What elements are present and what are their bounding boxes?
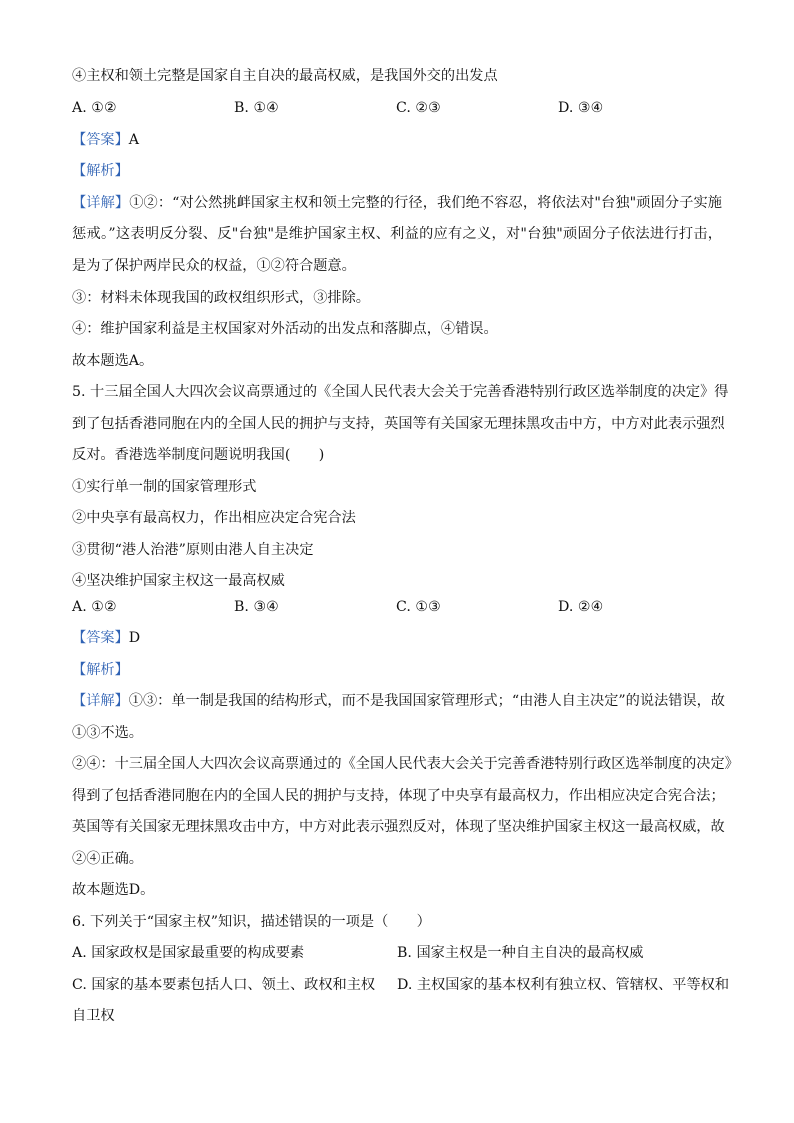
q5-analysis-label: 【解析】: [72, 662, 129, 678]
q4-statement-4: ④主权和领土完整是国家自主自决的最高权威，是我国外交的出发点: [72, 68, 498, 84]
q4-option-b: B. ①④: [234, 100, 279, 116]
detail-text: ①②：“对公然挑衅国家主权和领土完整的行径，我们绝不容忍，将依法对"台独"顽固分子实施: [129, 195, 722, 211]
q6-option-c: C. 国家的基本要素包括人口、领土、政权和主权: [72, 977, 376, 993]
q5-stem-line-2: 到了包括香港同胞在内的全国人民的拥护与支持，英国等有关国家无理抹黑攻击中方，中方对此表示强烈: [72, 416, 725, 432]
answer-value: A: [128, 132, 140, 148]
q5-option-a: A. ①②: [72, 599, 117, 615]
q4-detail-line-1: [72, 193, 722, 213]
q5-p24-line-2: 得到了包括香港同胞在内的全国人民的拥护与支持，体现了中央享有最高权力，作出相应决定合宪合法；: [72, 788, 725, 804]
q5-option-c: C. ①③: [396, 599, 441, 615]
answer-label: 【答案】: [72, 132, 129, 148]
q5-answer: [72, 628, 140, 648]
q6-option-d: D. 主权国家的基本权利有独立权、管辖权、平等权和: [397, 977, 730, 993]
q5-statement-2: ②中央享有最高权力，作出相应决定合宪合法: [72, 510, 356, 526]
q4-detail-line-2: 惩戒。”这表明反分裂、反"台独"是维护国家主权、利益的应有之义，对"台独"顽固分子依法进行打击，: [72, 226, 722, 242]
q6-option-d-continued: 自卫权: [72, 1008, 115, 1024]
q5-statement-4: ④坚决维护国家主权这一最高权威: [72, 573, 285, 589]
q5-detail-line-1: [72, 691, 725, 711]
q6-option-a: A. 国家政权是国家最重要的构成要素: [72, 945, 305, 961]
q4-analysis-label: 【解析】: [72, 163, 129, 179]
q4-conclusion: 故本题选A。: [72, 353, 154, 369]
q5-option-b: B. ③④: [234, 599, 279, 615]
q4-point-4: ④：维护国家利益是主权国家对外活动的出发点和落脚点，④错误。: [72, 321, 498, 337]
q5-stem-line-3: 反对。香港选举制度问题说明我国( ): [72, 447, 325, 463]
q5-p24-line-3: 英国等有关国家无理抹黑攻击中方，中方对此表示强烈反对，体现了坚决维护国家主权这一最高权威，故: [72, 819, 725, 835]
q4-answer: [72, 130, 139, 150]
q4-option-c: C. ②③: [396, 100, 441, 116]
answer-value: D: [128, 630, 141, 646]
q6-option-b: B. 国家主权是一种自主自决的最高权威: [397, 945, 644, 961]
q4-detail-line-3: 是为了保护两岸民众的权益，①②符合题意。: [72, 258, 356, 274]
q5-option-d: D. ②④: [558, 599, 604, 615]
q4-option-a: A. ①②: [72, 100, 117, 116]
q4-option-d: D. ③④: [558, 100, 604, 116]
q5-statement-3: ③贯彻“港人治港”原则由港人自主决定: [72, 542, 314, 558]
q5-statement-1: ①实行单一制的国家管理形式: [72, 479, 257, 495]
detail-text: ①③：单一制是我国的结构形式，而不是我国国家管理形式；“由港人自主决定”的说法错误，故: [128, 693, 725, 709]
detail-label: 【详解】: [72, 195, 130, 211]
q4-point-3: ③：材料未体现我国的政权组织形式，③排除。: [72, 290, 370, 306]
q5-conclusion: 故本题选D。: [72, 882, 155, 898]
detail-label: 【详解】: [72, 693, 129, 709]
q5-detail-line-2: ①③不选。: [72, 725, 143, 741]
answer-label: 【答案】: [72, 630, 129, 646]
q5-p24-line-1: ②④：十三届全国人大四次会议高票通过的《全国人民代表大会关于完善香港特别行政区选举制度的决定》: [72, 756, 739, 772]
q6-stem: 6. 下列关于“国家主权”知识，描述错误的一项是（ ）: [72, 914, 431, 930]
q5-p24-line-4: ②④正确。: [72, 851, 143, 867]
q5-stem-line-1: 5. 十三届全国人大四次会议高票通过的《全国人民代表大会关于完善香港特别行政区选举制度的决定》得: [72, 384, 729, 400]
